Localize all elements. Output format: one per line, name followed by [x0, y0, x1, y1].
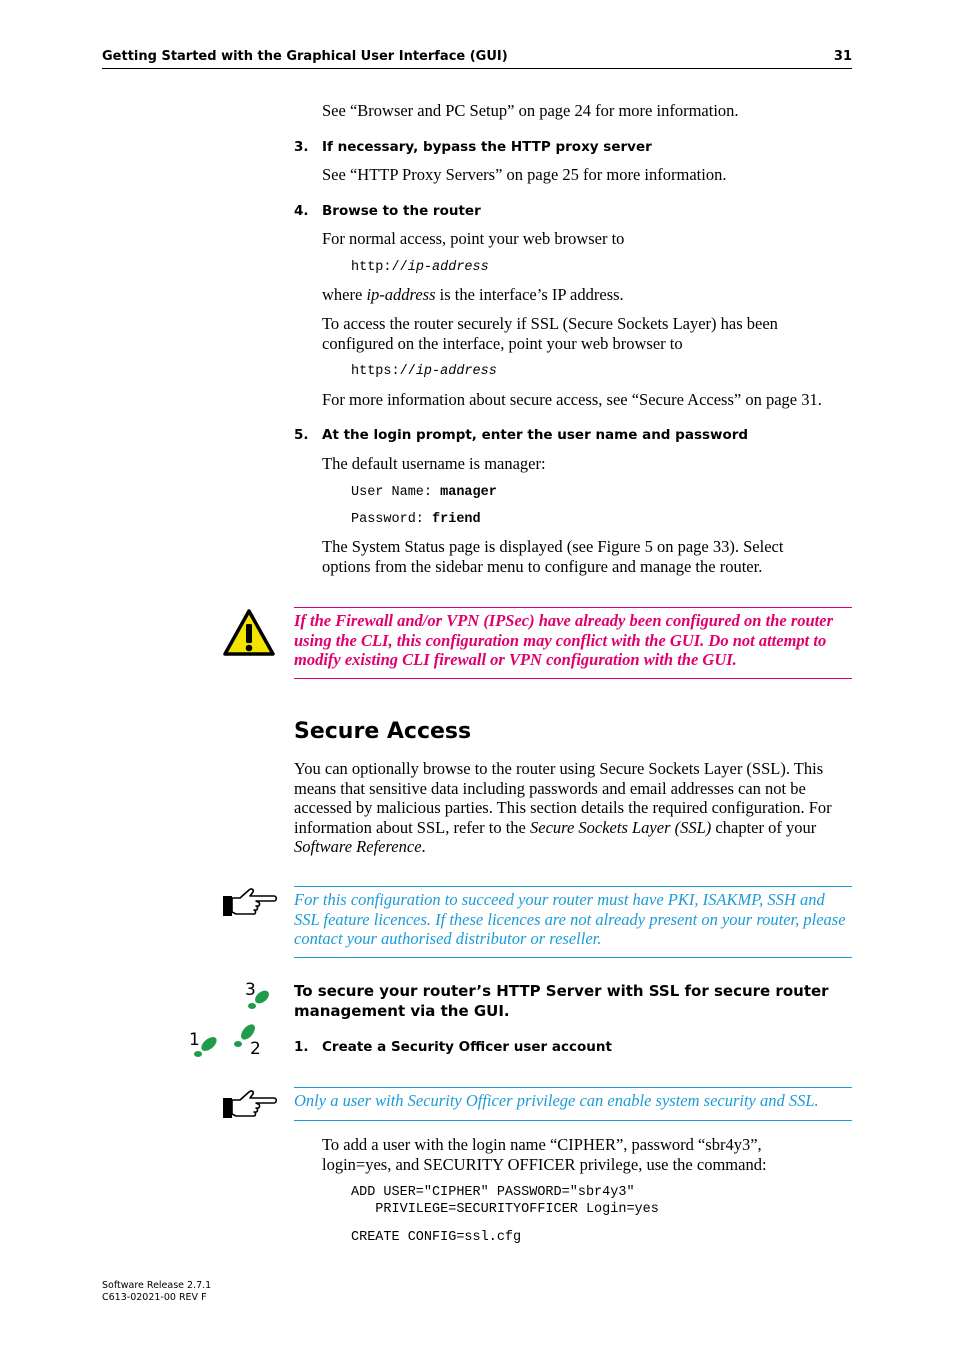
step-4-text-3: For more information about secure access, see “Secure Access” on page 31. [322, 390, 822, 409]
url-scheme: https:// [351, 364, 416, 379]
para-reference-ssl: Secure Sockets Layer (SSL) [530, 817, 712, 837]
page-footer [102, 1280, 211, 1304]
warning-triangle-icon [222, 608, 276, 658]
step-4-number: 4. [294, 203, 309, 219]
step-4-text-2: To access the router securely if SSL (Secure Sockets Layer) has been configured on the interface, point your web browser to [322, 314, 778, 353]
where-line [322, 285, 624, 305]
url-variable: ip-address [407, 260, 489, 275]
username-code [351, 485, 497, 500]
password-code [351, 512, 481, 527]
note-text-licences: For this configuration to succeed your router must have PKI, ISAKMP, SSH and SSL feature licences. If these licences are not already present on your router, please contact your authorised distributor or reseller. [294, 890, 846, 948]
username-value: manager [440, 485, 497, 500]
page-header [102, 49, 852, 69]
footstep-label-1: 1 [189, 1030, 200, 1050]
command-line-1: ADD USER="CIPHER" PASSWORD="sbr4y3" [351, 1185, 635, 1200]
intro-line: See “Browser and PC Setup” on page 24 for more information. [322, 101, 739, 120]
step-4-heading: Browse to the router [322, 203, 481, 219]
para-text-a: You can optionally browse to the router using Secure Sockets Layer (SSL). This means that sensitive data including passwords and email addresses can not be accessed by malicious parties. This section details the required configuration. For information about SSL, refer to the [294, 759, 832, 837]
step-5-text-1: The default username is manager: [322, 454, 546, 473]
final-paragraph: To add a user with the login name “CIPHER”, password “sbr4y3”, login=yes, and SECURITY OFFICER privilege, use the command: [322, 1135, 767, 1174]
procedure-step-heading: Create a Security Officer user account [322, 1039, 612, 1055]
step-3-text: See “HTTP Proxy Servers” on page 25 for more information. [322, 165, 727, 184]
step-4-text-1: For normal access, point your web browser to [322, 229, 625, 248]
warning-text: If the Firewall and/or VPN (IPSec) have already been configured on the router using the CLI, this configuration may conflict with the GUI. Do not attempt to modify existing CLI firewall or VPN configuration with the GUI. [294, 611, 833, 669]
footstep-label-2: 2 [250, 1039, 261, 1059]
section-title: Secure Access [294, 719, 472, 744]
password-value: friend [432, 512, 481, 527]
para-text-b: chapter of your [711, 817, 817, 837]
command-line-3: CREATE CONFIG=ssl.cfg [351, 1230, 522, 1245]
note-text-security-officer: Only a user with Security Officer privilege can enable system security and SSL. [294, 1091, 819, 1110]
procedure-step-number: 1. [294, 1039, 309, 1055]
step-3-heading: If necessary, bypass the HTTP proxy server [322, 139, 652, 155]
http-url-code [351, 260, 489, 275]
step-5-number: 5. [294, 427, 309, 443]
footstep-label-3: 3 [245, 980, 256, 1000]
url-scheme: http:// [351, 260, 408, 275]
para-reference-software: Software Reference [294, 837, 422, 856]
page-number: 31 [833, 49, 852, 64]
warning-box [294, 607, 852, 679]
where-variable: ip-address [366, 285, 436, 304]
username-label: User Name: [351, 485, 441, 500]
note-box-security-officer [294, 1087, 852, 1121]
footer-doc-number: C613-02021-00 REV F [102, 1292, 207, 1303]
step-5-heading: At the login prompt, enter the user name and password [322, 427, 749, 443]
where-prefix: where [322, 285, 367, 304]
password-label: Password: [351, 512, 433, 527]
section-paragraph [294, 759, 854, 857]
pointing-hand-icon [222, 1088, 278, 1120]
step-5-text-2: The System Status page is displayed (see Figure 5 on page 33). Select options from the sidebar menu to configure and manage the router. [322, 537, 784, 576]
url-variable: ip-address [415, 364, 497, 379]
where-suffix: is the interface’s IP address. [435, 285, 624, 304]
pointing-hand-icon [222, 886, 278, 918]
https-url-code [351, 364, 497, 379]
header-title: Getting Started with the Graphical User Interface (GUI) [102, 49, 508, 64]
footsteps-icon [188, 980, 274, 1062]
step-3-number: 3. [294, 139, 309, 155]
procedure-heading: To secure your router’s HTTP Server with SSL for secure router management via the GUI. [294, 982, 829, 1020]
note-box-licences [294, 886, 852, 958]
footer-release: Software Release 2.7.1 [102, 1280, 212, 1291]
para-text-c: . [421, 837, 426, 856]
command-line-2: PRIVILEGE=SECURITYOFFICER Login=yes [351, 1202, 659, 1217]
